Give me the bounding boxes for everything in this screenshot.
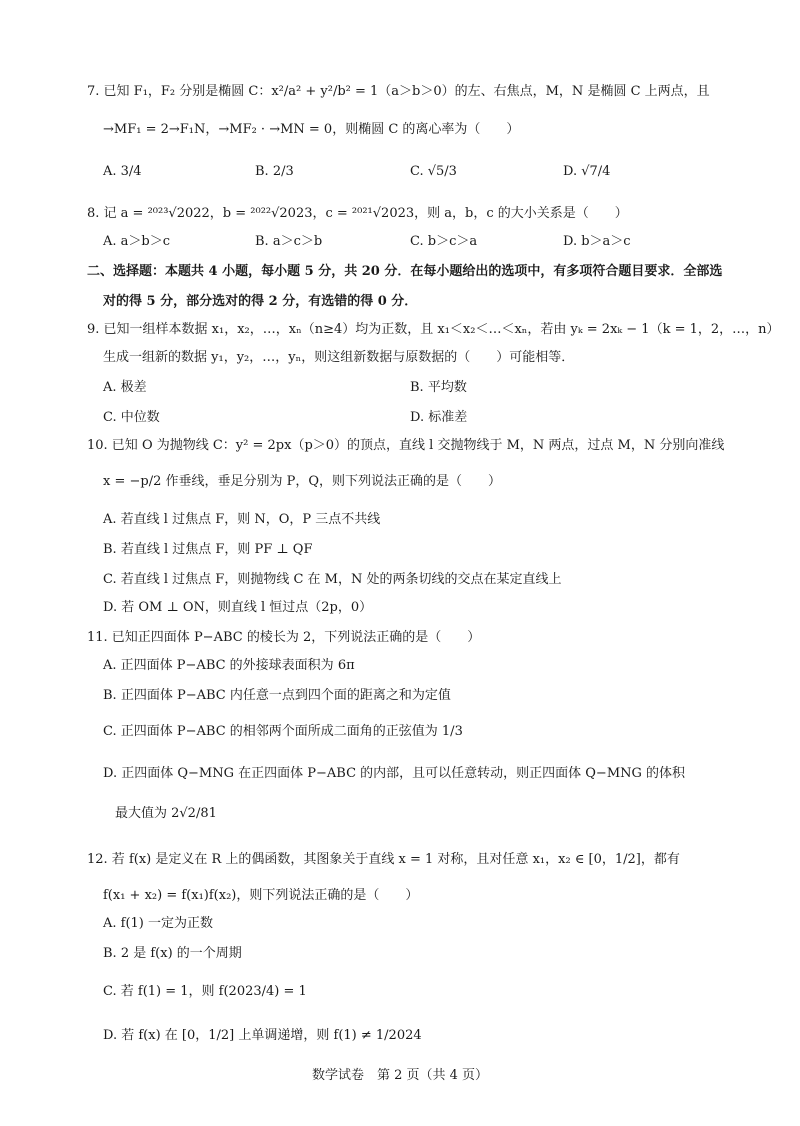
q7-options (103, 162, 703, 182)
section2-instructions-line1: 二、选择题：本题共 4 小题，每小题 5 分，共 20 分．在每小题给出的选项中，有多项符合题目要求．全部选 (87, 264, 723, 279)
q8-stem: 8. 记 a = ²⁰²³√2022，b = ²⁰²²√2023，c = ²⁰²¹√2023，则 a，b，c 的大小关系是（ ） (87, 206, 628, 221)
page-footer: 数学试卷 第 2 页（共 4 页） (311, 1068, 489, 1083)
q9-option-b: B. 平均数 (410, 380, 467, 395)
q8-option-b: B. a＞c＞b (255, 234, 323, 249)
section2-instructions-line2: 对的得 5 分，部分选对的得 2 分，有选错的得 0 分． (103, 294, 418, 309)
q7-stem-line2: →MF₁ = 2→F₁N，→MF₂ · →MN = 0，则椭圆 C 的离心率为（ ） (103, 122, 520, 137)
q8-option-c: C. b＞c＞a (410, 234, 478, 249)
q11-option-d: D. 正四面体 Q−MNG 在正四面体 P−ABC 的内部，且可以任意转动，则正四面体 Q−MNG 的体积 (103, 766, 686, 781)
q9-options-row1 (103, 378, 703, 398)
q10-option-b: B. 若直线 l 过焦点 F，则 PF ⊥ QF (103, 542, 313, 557)
q9-option-a: A. 极差 (103, 380, 147, 395)
q10-option-d: D. 若 OM ⊥ ON，则直线 l 恒过点（2p，0） (103, 600, 373, 615)
q7-stem-line1: 7. 已知 F₁，F₂ 分别是椭圆 C：x²/a² + y²/b² = 1（a＞b＞0）的左、右焦点，M，N 是椭圆 C 上两点，且 (87, 84, 710, 99)
q9-option-d: D. 标准差 (410, 410, 468, 425)
q11-option-d-continued: 最大值为 2√2/81 (115, 806, 217, 821)
q11-option-b: B. 正四面体 P−ABC 内任意一点到四个面的距离之和为定值 (103, 688, 451, 703)
q11-option-a: A. 正四面体 P−ABC 的外接球表面积为 6π (103, 658, 355, 673)
q12-option-d: D. 若 f(x) 在 [0，1/2] 上单调递增，则 f(1) ≠ 1/2024 (103, 1028, 422, 1043)
q12-option-b: B. 2 是 f(x) 的一个周期 (103, 946, 242, 961)
q12-option-c: C. 若 f(1) = 1，则 f(2023/4) = 1 (103, 984, 307, 999)
q8-option-d: D. b＞a＞c (563, 234, 631, 249)
q7-option-b: B. 2/3 (255, 164, 294, 179)
q9-stem-line2: 生成一组新的数据 y₁，y₂，…，yₙ，则这组新数据与原数据的（ ）可能相等． (103, 350, 575, 365)
q9-options-row2 (103, 408, 703, 428)
q7-option-c: C. √5/3 (410, 164, 457, 179)
q11-stem: 11. 已知正四面体 P−ABC 的棱长为 2，下列说法正确的是（ ） (87, 630, 481, 645)
q10-stem-line2: x = −p/2 作垂线，垂足分别为 P，Q，则下列说法正确的是（ ） (103, 474, 502, 489)
q7-option-d: D. √7/4 (563, 164, 611, 179)
q10-option-c: C. 若直线 l 过焦点 F，则抛物线 C 在 M，N 处的两条切线的交点在某定直线上 (103, 572, 562, 587)
q12-stem-line1: 12. 若 f(x) 是定义在 R 上的偶函数，其图象关于直线 x = 1 对称，且对任意 x₁，x₂ ∈ [0，1/2]，都有 (87, 852, 680, 867)
q9-option-c: C. 中位数 (103, 410, 160, 425)
q8-option-a: A. a＞b＞c (103, 234, 171, 249)
q10-stem-line1: 10. 已知 O 为抛物线 C：y² = 2px（p＞0）的顶点，直线 l 交抛物线于 M，N 两点，过点 M，N 分别向准线 (87, 438, 725, 453)
q8-options (103, 232, 703, 252)
q10-option-a: A. 若直线 l 过焦点 F，则 N，O，P 三点不共线 (103, 512, 381, 527)
q12-option-a: A. f(1) 一定为正数 (103, 916, 214, 931)
q11-option-c: C. 正四面体 P−ABC 的相邻两个面所成二面角的正弦值为 1/3 (103, 724, 463, 739)
q7-option-a: A. 3/4 (103, 164, 142, 179)
q9-stem-line1: 9. 已知一组样本数据 x₁，x₂，…，xₙ（n≥4）均为正数，且 x₁＜x₂＜…＜xₙ，若由 yₖ = 2xₖ − 1（k = 1，2，…，n） (87, 322, 780, 337)
q12-stem-line2: f(x₁ + x₂) = f(x₁)f(x₂)，则下列说法正确的是（ ） (103, 888, 419, 903)
